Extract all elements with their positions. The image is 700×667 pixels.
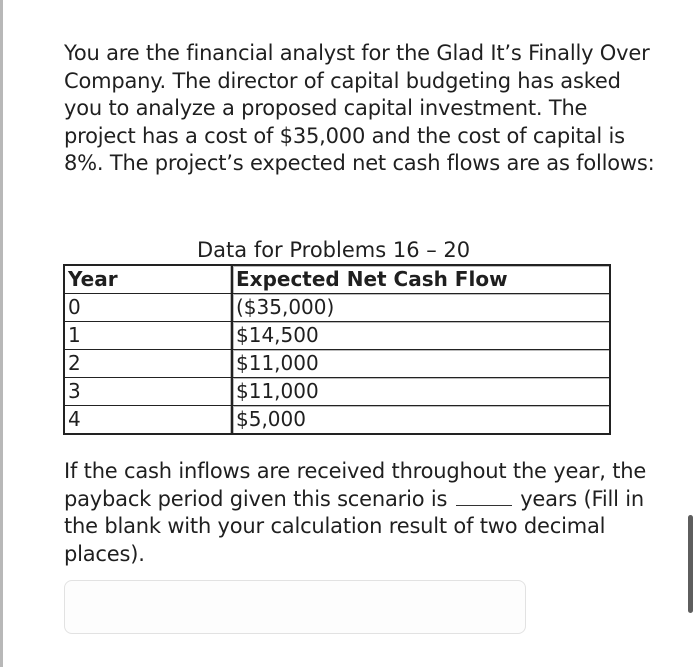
- table-row: [63, 321, 611, 349]
- scrollbar-thumb[interactable]: [688, 515, 693, 613]
- table-caption: Data for Problems 16 – 20: [197, 238, 471, 262]
- cash-flow-table: [63, 264, 611, 435]
- header-cash-flow: Expected Net Cash Flow: [232, 264, 611, 293]
- left-border: [0, 0, 3, 667]
- cash-flow-cell: ($35,000): [232, 293, 611, 321]
- cash-flow-cell: $5,000: [232, 405, 611, 435]
- year-cell: 1: [63, 321, 232, 349]
- table-row: [63, 405, 611, 435]
- question-before-blank: If the cash inflows are received throughout the year, the payback period given this scenario is: [64, 459, 647, 511]
- header-year: Year: [63, 264, 232, 293]
- cash-flow-cell: $11,000: [232, 349, 611, 377]
- year-cell: 4: [63, 405, 232, 435]
- question-text: [64, 458, 664, 568]
- cash-flow-cell: $11,000: [232, 377, 611, 405]
- cash-flow-cell: $14,500: [232, 321, 611, 349]
- table-row: [63, 377, 611, 405]
- year-cell: 2: [63, 349, 232, 377]
- question-after-blank: years (Fill in the blank with your calculation result of two decimal places).: [64, 486, 644, 566]
- table-row: [63, 293, 611, 321]
- table-header-row: [63, 264, 611, 293]
- fill-in-blank: [456, 489, 512, 506]
- problem-intro: You are the financial analyst for the Glad It’s Finally Over Company. The director of capital budgeting has asked you to analyze a proposed capital investment. The project has a cost of $35,000 and the cost of capital is 8%. The project’s expected net cash flows are as follows:: [64, 41, 655, 175]
- year-cell: 0: [63, 293, 232, 321]
- table-row: [63, 349, 611, 377]
- answer-input[interactable]: [64, 580, 526, 634]
- year-cell: 3: [63, 377, 232, 405]
